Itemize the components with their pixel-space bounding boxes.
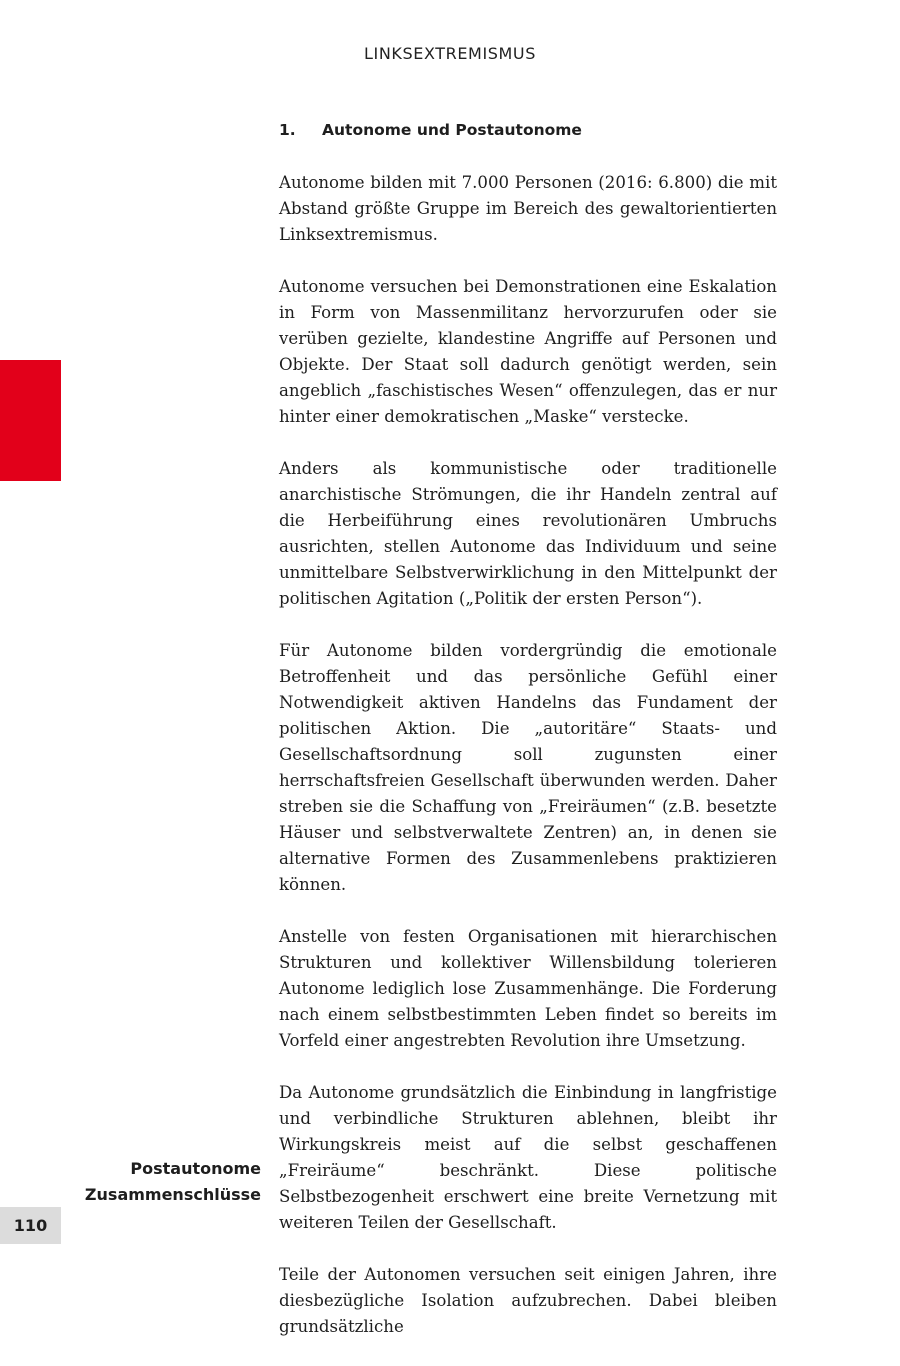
section-heading	[279, 121, 779, 139]
paragraph: Teile der Autonomen versuchen seit einigen Jahren, ihre diesbezügliche Isolation aufzubrechen. Dabei bleiben grundsätzliche	[279, 1265, 777, 1336]
page-number: 110	[0, 1207, 61, 1244]
running-header: LINKSEXTREMISMUS	[364, 44, 536, 63]
paragraph: Autonome versuchen bei Demonstrationen eine Eskalation in Form von Massenmilitanz hervorzurufen oder sie verüben gezielte, klandestine Angriffe auf Personen und Objekte. Der Staat soll dadurch genötigt werden, sein angeblich „faschistisches Wesen“ offenzulegen, das er nur hinter einer demokratischen „Maske“ verstecke.	[279, 277, 777, 426]
paragraph: Da Autonome grundsätzlich die Einbindung in langfristige und verbindliche Strukturen ablehnen, bleibt ihr Wirkungskreis meist auf die selbst geschaffenen „Freiräume“ beschränkt. Diese politische Selbstbezogenheit erschwert eine breite Vernetzung mit weiteren Teilen der Gesellschaft.	[279, 1083, 777, 1232]
paragraph: Für Autonome bilden vordergründig die emotionale Betroffenheit und das persönliche Gefühl einer Notwendigkeit aktiven Handelns das Fundament der politischen Aktion. Die „autoritäre“ Staats- und Gesellschaftsordnung soll zugunsten einer herrschaftsfreien Gesellschaft überwunden werden. Daher streben sie die Schaffung von „Freiräumen“ (z.B. besetzte Häuser und selbstverwaltete Zentren) an, in denen sie alternative Formen des Zusammenlebens praktizieren können.	[279, 641, 777, 894]
paragraph: Autonome bilden mit 7.000 Personen (2016: 6.800) die mit Abstand größte Gruppe im Bereich des gewaltorientierten Linksextremismus.	[279, 173, 777, 244]
section-title: Autonome und Postautonome	[322, 121, 582, 139]
margin-note-line: Postautonome	[130, 1159, 261, 1178]
margin-note-line: Zusammenschlüsse	[84, 1185, 261, 1204]
body-text	[279, 170, 777, 1366]
paragraph: Anstelle von festen Organisationen mit hierarchischen Strukturen und kollektiver Willensbildung tolerieren Autonome lediglich lose Zusammenhänge. Die Forderung nach einem selbstbestimmten Leben findet so bereits im Vorfeld einer angestrebten Revolution ihre Umsetzung.	[279, 927, 777, 1050]
chapter-tab-marker	[0, 360, 61, 481]
margin-note	[85, 1156, 261, 1208]
section-number: 1.	[279, 121, 296, 139]
paragraph: Anders als kommunistische oder traditionelle anarchistische Strömungen, die ihr Handeln zentral auf die Herbeiführung eines revolutionären Umbruchs ausrichten, stellen Autonome das Individuum und seine unmittelbare Selbstverwirklichung in den Mittelpunkt der politischen Agitation („Politik der ersten Person“).	[279, 459, 777, 608]
